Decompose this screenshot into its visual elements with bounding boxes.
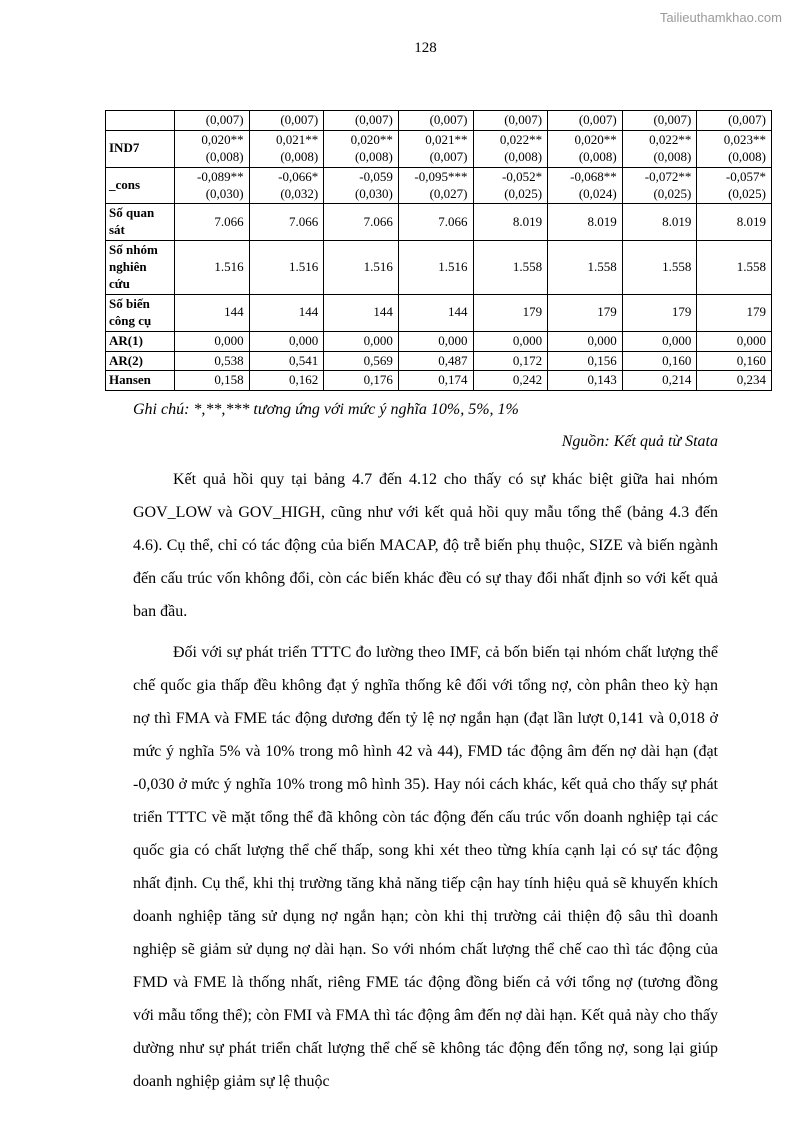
table-row (106, 371, 772, 391)
table-row (106, 167, 772, 204)
table-row (106, 130, 772, 167)
table-cell: -0,057* (0,025) (697, 167, 772, 204)
table-cell: 1.558 (697, 241, 772, 295)
table-note: Ghi chú: *,**,*** tương ứng với mức ý nghĩa 10%, 5%, 1% (133, 401, 519, 419)
table-row (106, 204, 772, 241)
table-cell: 7.066 (398, 204, 473, 241)
table-row (106, 111, 772, 131)
table-row (106, 294, 772, 331)
table-cell: -0,052* (0,025) (473, 167, 548, 204)
table-cell: 1.516 (175, 241, 250, 295)
table-cell: -0,066* (0,032) (249, 167, 324, 204)
table-cell: 0,020** (0,008) (548, 130, 623, 167)
table-cell: -0,068** (0,024) (548, 167, 623, 204)
table-row (106, 241, 772, 295)
table-cell: 0,020** (0,008) (324, 130, 399, 167)
table-cell: (0,007) (175, 111, 250, 131)
table-cell: 1.516 (324, 241, 399, 295)
paragraph-2: Đối với sự phát triển TTTC đo lường theo IMF, cả bốn biến tại nhóm chất lượng thể chế quốc gia thấp đều không đạt ý nghĩa thống kê đối với tổng nợ, còn phân theo kỳ hạn nợ thì FMA và FME tác động dương đến tỷ lệ nợ ngắn hạn (đạt lần lượt 0,141 và 0,018 ở mức ý nghĩa 5% và 10% trong mô hình 42 và 44), FMD tác động âm đến nợ dài hạn (đạt -0,030 ở mức ý nghĩa 10% trong mô hình 35). Hay nói cách khác, kết quả cho thấy sự phát triển TTTC về mặt tổng thể đã không còn tác động đến cấu trúc vốn doanh nghiệp tại các quốc gia có chất lượng thể chế thấp, song khi xét theo từng khía cạnh lại có sự tác động nhất định. Cụ thể, khi thị trường tăng khả năng tiếp cận hay tính hiệu quả sẽ khuyến khích doanh nghiệp tăng sử dụng nợ ngắn hạn; còn khi thị trường cải thiện độ sâu thì doanh nghiệp sẽ giảm sử dụng nợ dài hạn. So với nhóm chất lượng thể chế cao thì tác động của FMD và FME là thống nhất, riêng FME tác động đồng biến cả với tổng nợ (tương đồng với mẫu tổng thể); còn FMI và FMA thì tác động âm đến nợ dài hạn. Kết quả này cho thấy dường như sự phát triển chất lượng thể chế sẽ không tác động đến tổng nợ, song lại giúp doanh nghiệp giảm sự lệ thuộc (133, 644, 718, 1091)
table-cell: (0,007) (398, 111, 473, 131)
table-cell: 0,000 (324, 331, 399, 351)
table-cell: 8.019 (548, 204, 623, 241)
table-cell: 0,160 (622, 351, 697, 371)
row-label: Hansen (106, 371, 175, 391)
table-cell: -0,059 (0,030) (324, 167, 399, 204)
table-cell: 0,538 (175, 351, 250, 371)
table-cell: (0,007) (622, 111, 697, 131)
table-cell: (0,007) (473, 111, 548, 131)
table-cell: 0,000 (398, 331, 473, 351)
table-cell: 0,000 (622, 331, 697, 351)
table-cell: 1.516 (398, 241, 473, 295)
results-table (105, 110, 772, 391)
table-cell: 0,000 (175, 331, 250, 351)
table-cell: 7.066 (249, 204, 324, 241)
row-label: Số nhóm nghiên cứu (106, 241, 175, 295)
table-cell: 0,541 (249, 351, 324, 371)
table-cell: -0,089** (0,030) (175, 167, 250, 204)
table-cell: 8.019 (473, 204, 548, 241)
table-cell: 1.516 (249, 241, 324, 295)
watermark: Tailieuthamkhao.com (659, 10, 782, 25)
row-label (106, 111, 175, 131)
table-cell: 7.066 (324, 204, 399, 241)
table-cell: 0,242 (473, 371, 548, 391)
table-cell: 179 (473, 294, 548, 331)
table-row (106, 331, 772, 351)
table-cell: 179 (548, 294, 623, 331)
table-cell: (0,007) (697, 111, 772, 131)
table-row (106, 351, 772, 371)
table-cell: 0,000 (548, 331, 623, 351)
table-cell: 0,021** (0,008) (249, 130, 324, 167)
table-cell: 1.558 (622, 241, 697, 295)
table-cell: 1.558 (548, 241, 623, 295)
table-cell: 0,162 (249, 371, 324, 391)
row-label: AR(2) (106, 351, 175, 371)
table-cell: 0,022** (0,008) (622, 130, 697, 167)
table-cell: 0,143 (548, 371, 623, 391)
table-cell: 144 (249, 294, 324, 331)
table-cell: 179 (622, 294, 697, 331)
table-cell: 8.019 (622, 204, 697, 241)
paragraph-1: Kết quả hồi quy tại bảng 4.7 đến 4.12 cho thấy có sự khác biệt giữa hai nhóm GOV_LOW và GOV_HIGH, cũng như với kết quả hồi quy mẫu tổng thể (bảng 4.3 đến 4.6). Cụ thể, chỉ có tác động của biến MACAP, độ trễ biến phụ thuộc, SIZE và biến ngành đến cấu trúc vốn không đổi, còn các biến khác đều có sự thay đổi nhất định so với kết quả ban đầu. (133, 471, 718, 621)
table-cell: 0,000 (697, 331, 772, 351)
table-cell: 144 (324, 294, 399, 331)
row-label: IND7 (106, 130, 175, 167)
row-label: Số quan sát (106, 204, 175, 241)
table-cell: 7.066 (175, 204, 250, 241)
table-cell: 0,000 (249, 331, 324, 351)
table-cell: 0,176 (324, 371, 399, 391)
table-cell: 0,569 (324, 351, 399, 371)
table-cell: 0,172 (473, 351, 548, 371)
table-cell: -0,095*** (0,027) (398, 167, 473, 204)
table-cell: 0,022** (0,008) (473, 130, 548, 167)
table-cell: 0,214 (622, 371, 697, 391)
table-cell: 0,158 (175, 371, 250, 391)
table-cell: 0,020** (0,008) (175, 130, 250, 167)
table-cell: 0,160 (697, 351, 772, 371)
row-label: Số biến công cụ (106, 294, 175, 331)
results-table-body (106, 111, 772, 391)
page-number: 128 (414, 40, 437, 56)
table-cell: 1.558 (473, 241, 548, 295)
table-cell: 0,487 (398, 351, 473, 371)
table-cell: 0,023** (0,008) (697, 130, 772, 167)
table-cell: 0,174 (398, 371, 473, 391)
row-label: _cons (106, 167, 175, 204)
table-source: Nguồn: Kết quả từ Stata (561, 433, 718, 451)
table-cell: 144 (398, 294, 473, 331)
table-cell: -0,072** (0,025) (622, 167, 697, 204)
table-cell: 144 (175, 294, 250, 331)
table-cell: (0,007) (548, 111, 623, 131)
table-cell: 0,000 (473, 331, 548, 351)
row-label: AR(1) (106, 331, 175, 351)
table-cell: (0,007) (249, 111, 324, 131)
table-cell: 0,021** (0,007) (398, 130, 473, 167)
table-cell: (0,007) (324, 111, 399, 131)
table-cell: 179 (697, 294, 772, 331)
table-cell: 0,234 (697, 371, 772, 391)
table-cell: 8.019 (697, 204, 772, 241)
table-cell: 0,156 (548, 351, 623, 371)
